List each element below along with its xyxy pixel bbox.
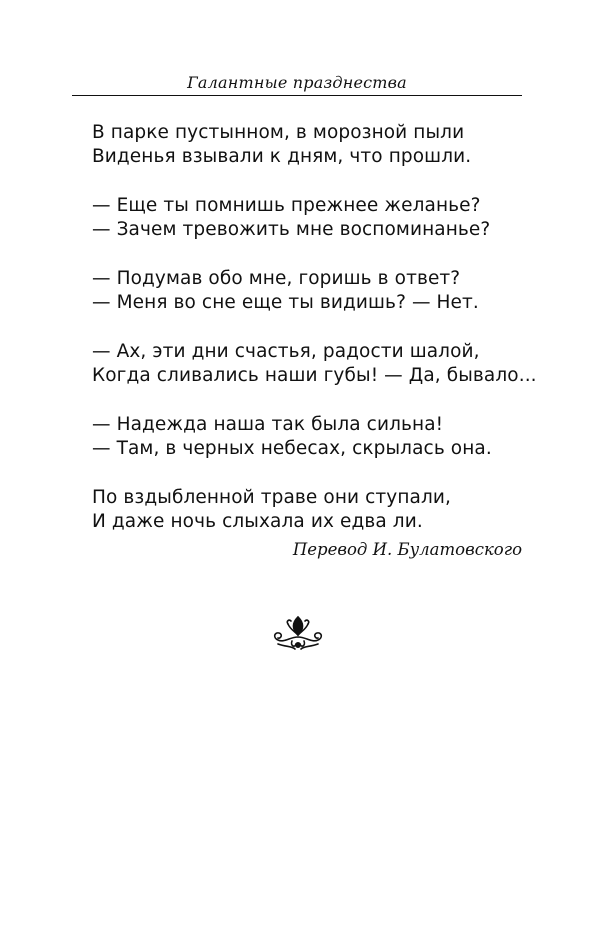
translator-credit: Перевод И. Булатовского [292, 540, 522, 559]
stanza [92, 267, 522, 315]
poem-line: В парке пустынном, в морозной пыли [92, 122, 465, 143]
poem-line: — Ах, эти дни счастья, радости шалой, [92, 341, 480, 362]
poem-line: Когда сливались наши губы! — Да, бывало... [92, 365, 537, 386]
poem-line: По вздыбленной траве они ступали, [92, 487, 451, 508]
running-head [72, 66, 522, 98]
poem-line: — Подумав обо мне, горишь в ответ? [92, 268, 461, 289]
poem-line: И даже ночь слыхала их едва ли. [92, 511, 423, 532]
header-rule [72, 95, 522, 96]
stanza [92, 340, 537, 388]
poem-body [92, 121, 537, 559]
running-head-title: Галантные празднества [187, 73, 407, 92]
poem-line: — Надежда наша так была сильна! [92, 414, 444, 435]
stanza [92, 121, 522, 169]
poem-line: — Еще ты помнишь прежнее желанье? [92, 195, 481, 216]
poem-line: Виденья взывали к дням, что прошли. [92, 146, 472, 167]
floral-vignette-icon [268, 613, 328, 653]
poem-line: — Меня во сне еще ты видишь? — Нет. [92, 292, 479, 313]
poem-line: — Зачем тревожить мне воспоминанье? [92, 219, 491, 240]
stanza [92, 413, 522, 461]
stanza [92, 194, 522, 242]
stanza [92, 486, 522, 534]
poem-line: — Там, в черных небесах, скрылась она. [92, 438, 492, 459]
